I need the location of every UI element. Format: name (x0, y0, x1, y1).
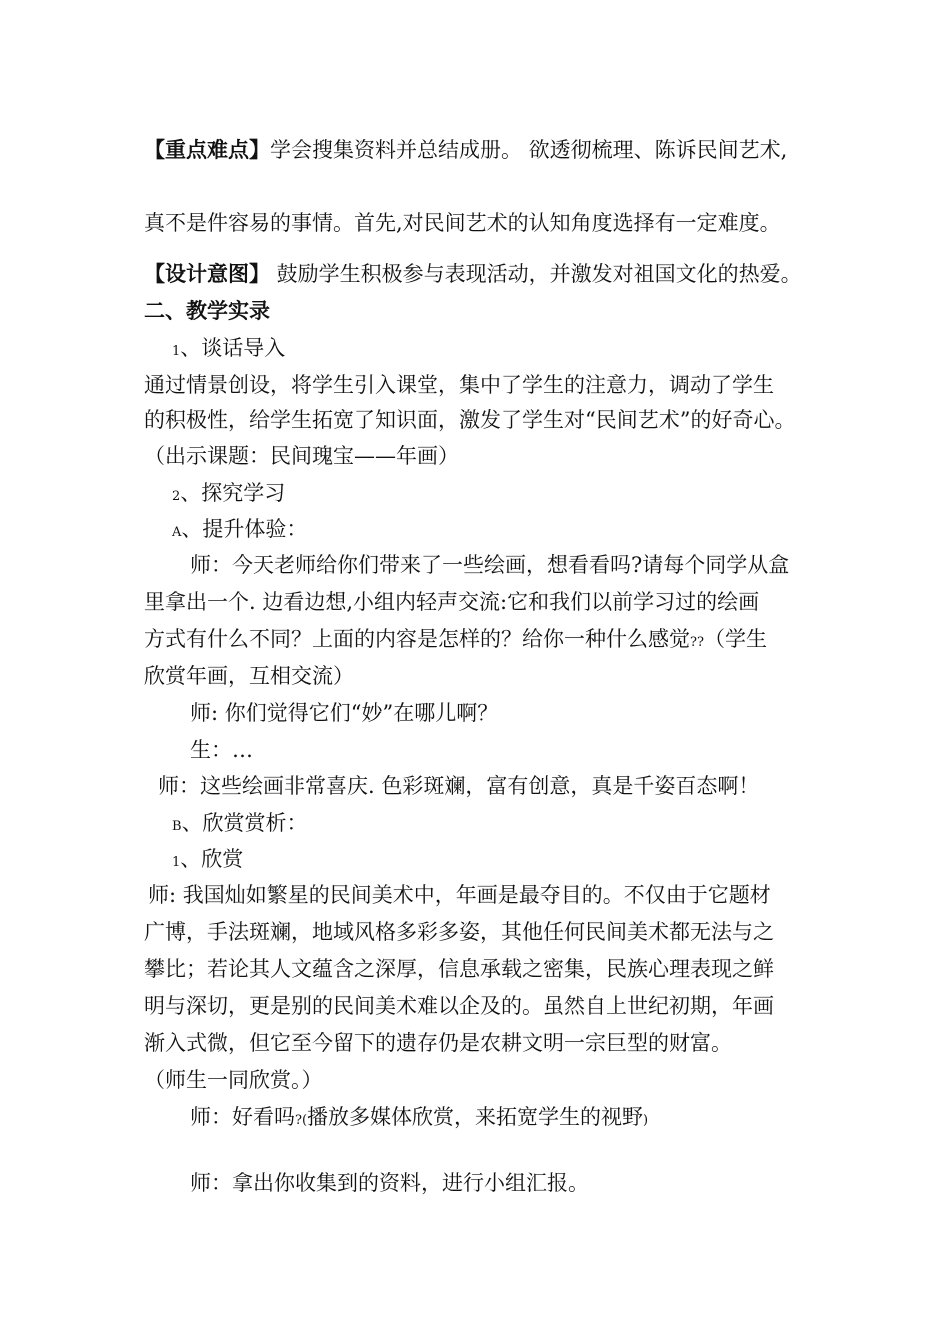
part-b-1-title: 、欣赏 (180, 847, 244, 871)
subsection-1-title: 、谈话导入 (180, 336, 286, 360)
teacher-paragraph-line-1: 师: 我国灿如繁星的民间美术中，年画是最夺目的。不仅由于它题材 (148, 883, 771, 907)
design-intent-text: 鼓励学生积极参与表现活动，并激发对祖国文化的热爱。 (270, 262, 802, 286)
subsection-2-title: 、探究学习 (180, 481, 286, 505)
key-points-label: 【重点难点】 (144, 137, 270, 162)
paragraph-1-line-1: 通过情景创设，将学生引入课堂，集中了学生的注意力，调动了学生 (144, 373, 774, 397)
teacher-line-multimedia-b: ?( (295, 1113, 308, 1128)
paragraph-1-line-2: 的积极性，给学生拓宽了知识面，激发了学生对“民间艺术”的好奇心。 (144, 408, 796, 432)
teacher-line-1-3 (144, 624, 767, 658)
part-b-title: 、欣赏赏析： (181, 811, 308, 835)
design-intent-label: 【设计意图】 (144, 261, 270, 286)
teacher-paragraph-line-3: 攀比；若论其人文蕴含之深厚，信息承载之密集，民族心理表现之鲜 (144, 957, 774, 981)
key-points-line (144, 135, 787, 165)
teacher-line-1-3-end: （学生 (703, 627, 767, 651)
part-a-label: A (172, 525, 182, 540)
student-line: 生：… (190, 738, 253, 762)
teacher-paragraph-line-4: 明与深切，更是别的民间美术难以企及的。虽然自上世纪初期，年画 (144, 994, 774, 1018)
teacher-line-1-4: 欣赏年画，互相交流） (144, 664, 354, 688)
part-b-label: B (172, 819, 182, 834)
design-intent-line (144, 259, 802, 289)
teacher-line-multimedia-c: 播放多媒体欣赏，来拓宽学生的视野 (307, 1105, 644, 1129)
teacher-line-3: 师：这些绘画非常喜庆. 色彩斑斓，富有创意，真是千姿百态啊！ (158, 774, 760, 798)
teacher-line-1-1: 师：今天老师给你们带来了一些绘画，想看看吗?请每个同学从盒 (190, 553, 790, 577)
teacher-line-1-3-text: 方式有什么不同？上面的内容是怎样的？给你一种什么感觉 (144, 627, 690, 651)
teacher-paragraph-line-2: 广博，手法斑斓，地域风格多彩多姿，其他任何民间美术都无法与之 (144, 920, 774, 944)
subsection-1-number: 1 (172, 344, 181, 359)
teacher-line-report: 师：拿出你收集到的资料，进行小组汇报。 (190, 1171, 589, 1195)
part-b-1-number: 1 (172, 855, 181, 870)
part-b-1-heading (172, 844, 243, 878)
subsection-1-heading (172, 333, 285, 367)
teacher-paragraph-line-6: （师生一同欣赏。） (144, 1068, 323, 1092)
part-a-heading (172, 514, 307, 548)
part-b-heading (172, 808, 308, 842)
teacher-line-multimedia-d: ) (643, 1113, 649, 1128)
teacher-paragraph-line-5: 渐入式微，但它至今留下的遗存仍是农耕文明一宗巨型的财富。 (144, 1031, 732, 1055)
teacher-line-1-2: 里拿出一个. 边看边想,小组内轻声交流:它和我们以前学习过的绘画 (144, 590, 760, 614)
paragraph-1-line-3: （出示课题：民间瑰宝——年画） (144, 444, 459, 468)
section-heading: 二、教学实录 (144, 298, 270, 323)
subsection-2-number: 2 (172, 489, 181, 504)
part-a-title: 、提升体验： (181, 517, 308, 541)
teacher-line-multimedia (190, 1102, 648, 1136)
teacher-line-multimedia-a: 师：好看吗 (190, 1105, 295, 1129)
teacher-line-2: 师: 你们觉得它们“妙”在哪儿啊？ (190, 701, 499, 725)
key-points-continuation: 真不是件容易的事情。首先,对民间艺术的认知角度选择有一定难度。 (144, 211, 781, 235)
teacher-line-1-3-marks: ?? (690, 635, 704, 650)
key-points-text: 学会搜集资料并总结成册。 欲透彻梳理、陈诉民间艺术, (270, 138, 788, 162)
subsection-2-heading (172, 478, 285, 512)
